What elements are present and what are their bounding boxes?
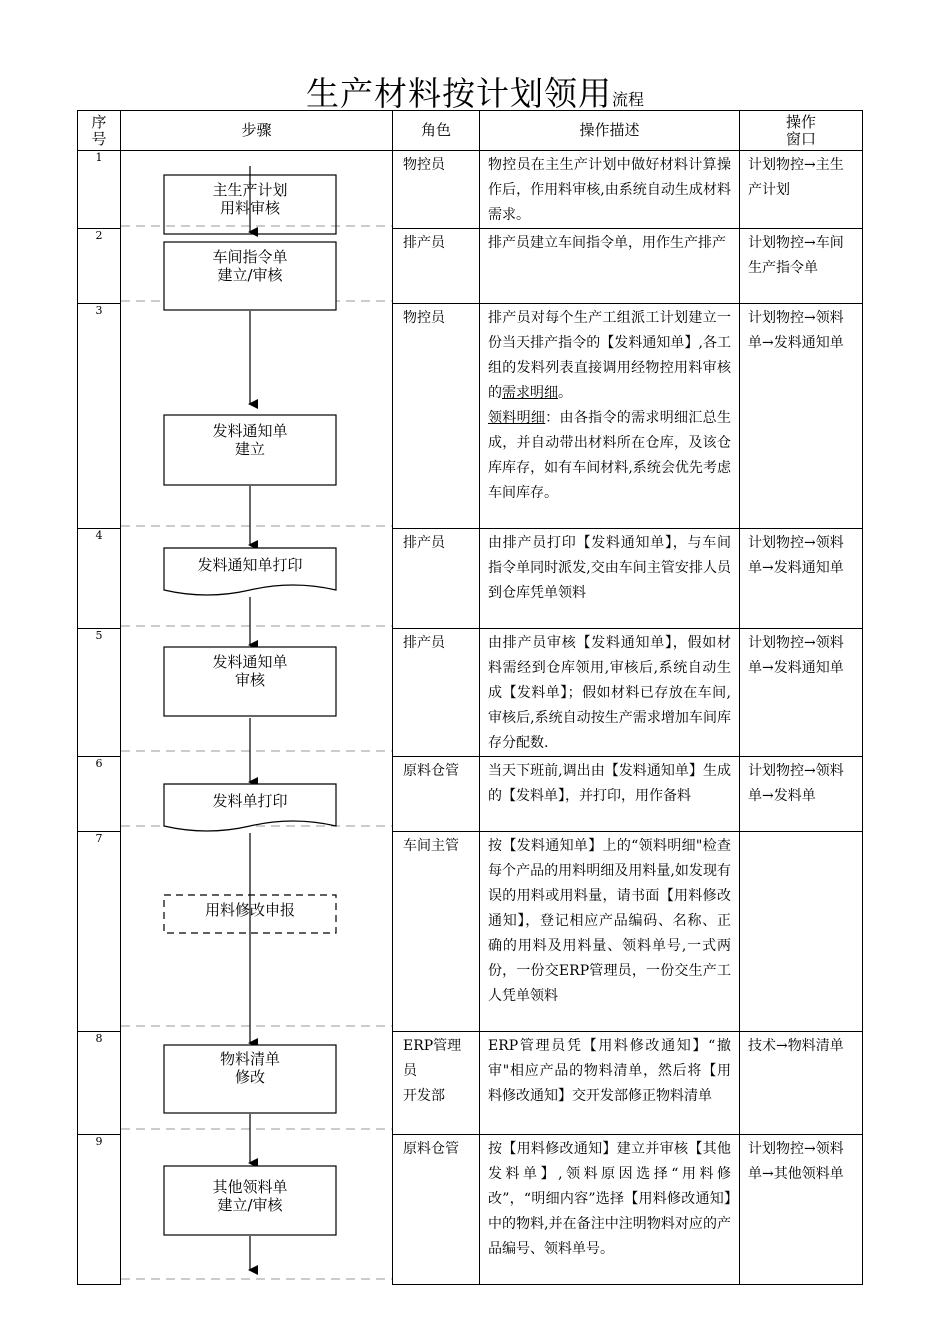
row-seq: 8 [78,1032,121,1135]
row-desc: 由排产员审核【发料通知单】，假如材料需经到仓库领用,审核后,系统自动生成【发料单】；假如材料已存放在车间,审核后,系统自动按生产需求增加车间库存分配数. [480,629,740,757]
desc-underline: 领料明细 [488,410,546,426]
row-role: 原料仓管 [393,757,480,832]
row-seq: 3 [78,304,121,529]
box-text: 发料通知单打印 [197,556,303,574]
row-desc: 当天下班前,调出由【发料通知单】生成的【发料单】，并打印，用作备料 [480,757,740,832]
row-window: 计划物控→领料单→发料单 [740,757,863,832]
row-desc: 由排产员打印【发料通知单】，与车间指令单同时派发,交由车间主管安排人员到仓库凭单领料 [480,529,740,629]
box-text: 建立/审核 [217,266,283,284]
row-seq: 1 [78,151,121,229]
step-separators [121,226,392,1279]
step-box-workshop-order [164,242,336,310]
row-role: 物控员 [393,304,480,529]
header-step: 步骤 [121,111,393,151]
row-window: 计划物控→领料单→发料通知单 [740,629,863,757]
box-text: 修改 [234,1068,266,1086]
row-seq: 6 [78,757,121,832]
row-role: 原料仓管 [393,1135,480,1285]
row-desc: 按【发料通知单】上的“领料明细"检查每个产品的用料明细及用料量,如发现有误的用料或用料量，请书面【用料修改通知】，登记相应产品编码、名称、正确的用料及用料量、领料单号,一式两份，一份交ERP管理员，一份交生产工人凭单领料 [480,832,740,1032]
step-box-bom-modify [164,1045,336,1113]
row-window: 计划物控→领料单→发料通知单 [740,304,863,529]
box-text: 建立 [234,440,266,458]
row-window: 计划物控→领料单→发料通知单 [740,529,863,629]
step-doc-issue-slip-print [164,784,336,831]
row-seq: 9 [78,1135,121,1285]
row-role: 物控员 [393,151,480,229]
row-role: 排产员 [393,529,480,629]
step-doc-issue-notice-print [164,548,336,595]
row-desc: 物控员在主生产计划中做好材料计算操作后，作用料审核,由系统自动生成材料需求。 [480,151,740,229]
row-role: 排产员 [393,229,480,304]
row-seq: 2 [78,229,121,304]
row-seq: 4 [78,529,121,629]
box-text: 发料通知单 [212,653,288,671]
title-suffix: 流程 [611,90,644,109]
row-desc: ERP管理员凭【用料修改通知】“撤审"相应产品的物料清单，然后将【用料修改通知】交开发部修正物料清单 [480,1032,740,1135]
header-desc: 操作描述 [480,111,740,151]
header-seq: 序 号 [78,111,121,151]
step-box-other-issue [164,1166,336,1235]
row-window: 计划物控→主生产计划 [740,151,863,229]
box-text: 用料修改申报 [204,901,296,919]
header-role: 角色 [393,111,480,151]
box-text: 物料清单 [219,1050,281,1068]
row-seq: 5 [78,629,121,757]
box-text: 车间指令单 [212,248,288,266]
row-role: 排产员 [393,629,480,757]
row-role: ERP管理员 开发部 [393,1032,480,1135]
box-text: 其他领料单 [212,1178,288,1196]
desc-underline: 需求明细 [502,385,558,401]
step-box-issue-notice-create [164,415,336,485]
step-box-issue-notice-approve [164,647,336,716]
row-seq: 7 [78,832,121,1032]
title-main: 生产材料按计划领用 [305,74,612,113]
row-window: 计划物控→领料单→其他领料单 [740,1135,863,1285]
row-desc: 按【用料修改通知】建立并审核【其他发料单】,领料原因选择“用料修改”，“明细内容”选择【用料修改通知】中的物料,并在备注中注明物料对应的产品编号、领料单号。 [480,1135,740,1285]
box-text: 主生产计划 [212,181,288,199]
row-window: 技术→物料清单 [740,1032,863,1135]
box-text: 建立/审核 [217,1196,283,1214]
box-text: 发料单打印 [212,792,288,810]
row-desc: 排产员建立车间指令单，用作生产排产 [480,229,740,304]
row-role: 车间主管 [393,832,480,1032]
box-text: 用料审核 [219,199,281,217]
box-text: 发料通知单 [212,422,288,440]
header-window: 操作 窗口 [740,111,863,151]
row-desc: 排产员对每个生产工组派工计划建立一份当天排产指令的【发料通知单】,各工组的发料列表直接调用经物控用料审核的需求明细。 领料明细：由各指令的需求明细汇总生成，并自动带出材料所在仓库，及该仓库库存，如有车间材料,系统会优先考虑车间库存。 [480,304,740,529]
box-text: 审核 [234,671,266,689]
row-window: 计划物控→车间生产指令单 [740,229,863,304]
